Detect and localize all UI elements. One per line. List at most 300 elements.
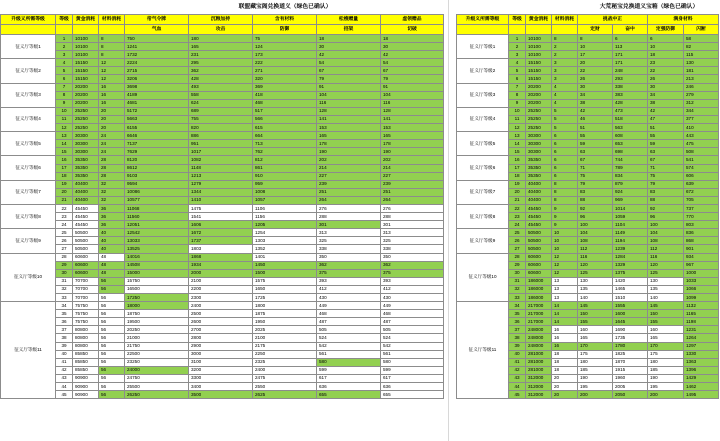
value-cell: 338	[317, 245, 381, 253]
value-cell: 6	[552, 132, 578, 140]
value-cell: 100	[578, 221, 613, 229]
value-cell: 812	[253, 156, 317, 164]
value-cell: 636	[317, 383, 381, 391]
value-cell: 288	[381, 213, 444, 221]
value-cell: 1099	[684, 294, 719, 302]
value-cell: 558	[189, 91, 253, 99]
level-cell: 2	[509, 43, 526, 51]
value-cell: 608	[613, 132, 648, 140]
level-group-label: 征义厅等级4	[457, 107, 509, 131]
value-cell: 46	[578, 115, 613, 123]
value-cell: 56	[99, 358, 125, 366]
table-row	[1, 83, 444, 91]
value-cell: 56	[99, 383, 125, 391]
value-cell: 13525	[125, 245, 189, 253]
value-cell: 886	[189, 132, 253, 140]
value-cell: 1239	[613, 245, 648, 253]
value-cell: 834	[613, 172, 648, 180]
value-cell: 4	[552, 83, 578, 91]
value-cell: 60600	[73, 269, 99, 277]
value-cell: 1241	[125, 43, 189, 51]
value-cell: 320	[253, 75, 317, 83]
value-cell: 10100	[73, 43, 99, 51]
value-cell: 1600	[613, 310, 648, 318]
column-header: 挑战中正	[578, 15, 648, 25]
value-cell: 227	[317, 172, 381, 180]
value-cell: 25250	[526, 107, 552, 115]
value-cell: 20	[99, 115, 125, 123]
column-header: 满身材料	[648, 15, 719, 25]
value-cell: 130	[648, 277, 684, 285]
value-cell: 2	[552, 51, 578, 59]
value-cell: 2400	[253, 366, 317, 374]
value-cell: 25250	[73, 115, 99, 123]
value-cell: 15150	[526, 67, 552, 75]
value-cell: 1106	[253, 204, 317, 212]
value-cell: 2300	[189, 294, 253, 302]
value-cell: 45450	[73, 213, 99, 221]
value-cell: 153	[317, 124, 381, 132]
table-row	[1, 350, 444, 358]
value-cell: 85850	[73, 366, 99, 374]
value-cell: 75750	[73, 310, 99, 318]
table-row	[1, 358, 444, 366]
level-group-label: 征义厅等级1	[1, 35, 56, 59]
value-cell: 22	[648, 67, 684, 75]
level-group-label: 征义厅等级9	[457, 229, 509, 253]
value-cell: 1934	[189, 261, 253, 269]
level-cell: 9	[509, 99, 526, 107]
value-cell: 617	[317, 374, 381, 382]
table-row	[457, 107, 719, 115]
value-cell: 2715	[125, 67, 189, 75]
value-cell: 45450	[526, 213, 552, 221]
value-cell: 803	[684, 221, 719, 229]
value-cell: 175	[578, 350, 613, 358]
value-cell: 10577	[125, 196, 189, 204]
value-cell: 45450	[73, 221, 99, 229]
value-cell: 8	[99, 51, 125, 59]
level-cell: 11	[509, 115, 526, 123]
value-cell: 160	[578, 326, 613, 334]
value-cell: 35350	[526, 164, 552, 172]
level-cell: 19	[56, 180, 73, 188]
level-cell: 14	[509, 140, 526, 148]
right-exchange-table	[456, 0, 719, 399]
table-row	[1, 51, 444, 59]
value-cell: 5	[552, 124, 578, 132]
table-row	[1, 366, 444, 374]
value-cell: 42	[578, 107, 613, 115]
column-header: 升级义所需等级	[457, 15, 509, 25]
value-cell: 30300	[526, 140, 552, 148]
value-cell: 25250	[73, 107, 99, 115]
value-cell: 1401	[253, 253, 317, 261]
value-cell: 312000	[526, 383, 552, 391]
value-cell: 165	[189, 43, 253, 51]
value-cell: 70700	[73, 294, 99, 302]
value-cell: 1737	[189, 237, 253, 245]
value-cell: 130	[578, 277, 613, 285]
value-cell: 3500	[189, 391, 253, 399]
level-cell: 16	[509, 156, 526, 164]
value-cell: 40400	[73, 180, 99, 188]
value-cell: 969	[613, 196, 648, 204]
level-cell: 38	[509, 334, 526, 342]
value-cell: 17250	[125, 294, 189, 302]
column-subheader: 气血	[125, 25, 189, 35]
table-row	[1, 59, 444, 67]
level-cell: 20	[56, 188, 73, 196]
sheet-corner-cell	[457, 0, 509, 15]
column-header: 含有材料	[253, 15, 317, 25]
sheet-title-row	[457, 0, 719, 15]
value-cell: 24	[99, 148, 125, 156]
level-cell: 42	[509, 366, 526, 374]
value-cell: 15750	[125, 277, 189, 285]
value-cell: 227	[381, 172, 444, 180]
table-row	[1, 277, 444, 285]
value-cell: 9	[552, 221, 578, 229]
table-row	[1, 35, 444, 43]
value-cell: 248000	[526, 326, 552, 334]
value-cell: 202	[317, 156, 381, 164]
table-row	[457, 156, 719, 164]
level-cell: 30	[56, 269, 73, 277]
value-cell: 96	[578, 213, 613, 221]
value-cell: 55	[648, 132, 684, 140]
level-group-label: 征义厅等级7	[457, 180, 509, 204]
value-cell: 28	[99, 172, 125, 180]
value-cell: 487	[381, 318, 444, 326]
subheader-blank	[509, 25, 526, 35]
level-group-label: 征义厅等级8	[1, 204, 56, 228]
value-cell: 762	[253, 148, 317, 156]
value-cell: 1033	[684, 277, 719, 285]
value-cell: 1194	[613, 237, 648, 245]
value-cell: 16	[99, 83, 125, 91]
value-cell: 3200	[189, 366, 253, 374]
value-cell: 40400	[526, 196, 552, 204]
value-cell: 672	[684, 188, 719, 196]
value-cell: 25500	[125, 383, 189, 391]
value-cell: 1800	[253, 302, 317, 310]
value-cell: 369	[253, 83, 317, 91]
subheader-blank	[56, 25, 73, 35]
value-cell: 20	[552, 391, 578, 399]
value-cell: 449	[381, 302, 444, 310]
value-cell: 145	[648, 302, 684, 310]
value-cell: 40	[99, 237, 125, 245]
level-cell: 19	[509, 180, 526, 188]
column-subheader: 定强防御	[648, 25, 684, 35]
value-cell: 170	[578, 342, 613, 350]
value-cell: 38	[648, 99, 684, 107]
value-cell: 135	[578, 285, 613, 293]
value-cell: 2600	[189, 318, 253, 326]
value-cell: 13	[552, 285, 578, 293]
value-cell: 449	[317, 302, 381, 310]
value-cell: 2000	[189, 269, 253, 277]
table-row	[1, 261, 444, 269]
value-cell: 42	[648, 107, 684, 115]
level-cell: 13	[56, 132, 73, 140]
sheet-corner-cell	[526, 0, 552, 15]
value-cell: 1148	[189, 164, 253, 172]
value-cell: 92	[578, 204, 613, 212]
subheader-blank	[99, 25, 125, 35]
level-cell: 2	[56, 43, 73, 51]
value-cell: 6	[552, 148, 578, 156]
value-cell: 1205	[253, 221, 317, 229]
value-cell: 755	[189, 115, 253, 123]
value-cell: 18	[648, 51, 684, 59]
value-cell: 125	[578, 269, 613, 277]
value-cell: 1329	[613, 261, 648, 269]
column-subheader: 闪断	[684, 25, 719, 35]
value-cell: 20250	[125, 326, 189, 334]
value-cell: 1284	[613, 253, 648, 261]
subheader-blank	[526, 25, 552, 35]
level-group-label: 征义厅等级3	[1, 83, 56, 107]
value-cell: 40400	[73, 188, 99, 196]
value-cell: 518	[613, 115, 648, 123]
value-cell: 689	[189, 107, 253, 115]
level-cell: 21	[56, 196, 73, 204]
value-cell: 1231	[684, 326, 719, 334]
value-cell: 112	[648, 245, 684, 253]
value-cell: 1555	[613, 302, 648, 310]
value-cell: 50500	[73, 237, 99, 245]
value-cell: 8	[552, 196, 578, 204]
level-cell: 6	[56, 75, 73, 83]
value-cell: 17	[578, 51, 613, 59]
level-cell: 41	[509, 358, 526, 366]
value-cell: 180	[578, 358, 613, 366]
value-cell: 744	[613, 156, 648, 164]
table-row	[1, 132, 444, 140]
level-group-label: 征义厅等级3	[457, 83, 509, 107]
value-cell: 468	[253, 99, 317, 107]
value-cell: 2175	[253, 342, 317, 350]
value-cell: 15150	[73, 59, 99, 67]
value-cell: 79	[317, 75, 381, 83]
level-cell: 17	[509, 164, 526, 172]
level-group-label: 征义厅等级2	[457, 59, 509, 83]
value-cell: 239	[317, 180, 381, 188]
value-cell: 1915	[613, 366, 648, 374]
level-cell: 39	[509, 342, 526, 350]
subheader-blank	[552, 25, 578, 35]
value-cell: 248000	[526, 342, 552, 350]
value-cell: 10100	[73, 35, 99, 43]
value-cell: 487	[317, 318, 381, 326]
value-cell: 8	[99, 35, 125, 43]
value-cell: 56	[99, 310, 125, 318]
value-cell: 3206	[125, 75, 189, 83]
level-cell: 29	[509, 261, 526, 269]
value-cell: 30300	[526, 148, 552, 156]
value-cell: 10	[648, 43, 684, 51]
value-cell: 40400	[73, 196, 99, 204]
value-cell: 924	[613, 188, 648, 196]
level-cell: 27	[56, 245, 73, 253]
value-cell: 16	[552, 342, 578, 350]
level-cell: 7	[509, 83, 526, 91]
value-cell: 2325	[253, 358, 317, 366]
value-cell: 279	[684, 91, 719, 99]
level-cell: 4	[56, 59, 73, 67]
sheet-corner-cell	[552, 0, 578, 15]
value-cell: 35350	[73, 164, 99, 172]
level-cell: 10	[56, 107, 73, 115]
value-cell: 32	[99, 180, 125, 188]
subheader-blank	[457, 25, 509, 35]
value-cell: 104	[317, 91, 381, 99]
value-cell: 2500	[189, 310, 253, 318]
value-cell: 2025	[253, 326, 317, 334]
value-cell: 9	[552, 213, 578, 221]
value-cell: 246	[684, 83, 719, 91]
value-cell: 12051	[125, 221, 189, 229]
value-cell: 1264	[684, 334, 719, 342]
value-cell: 150	[578, 310, 613, 318]
level-cell: 32	[56, 285, 73, 293]
value-cell: 231	[189, 51, 253, 59]
value-cell: 190	[578, 374, 613, 382]
table-row	[1, 75, 444, 83]
sheet-corner-cell	[1, 0, 56, 15]
value-cell: 20200	[526, 83, 552, 91]
value-cell: 959	[253, 180, 317, 188]
value-cell: 475	[684, 140, 719, 148]
value-cell: 1803	[189, 245, 253, 253]
value-cell: 383	[613, 91, 648, 99]
value-cell: 375	[381, 269, 444, 277]
level-cell: 26	[509, 237, 526, 245]
value-cell: 22500	[125, 350, 189, 358]
table-row	[1, 383, 444, 391]
value-cell: 214	[381, 164, 444, 172]
value-cell: 75750	[73, 318, 99, 326]
table-row	[1, 148, 444, 156]
value-cell: 1429	[684, 374, 719, 382]
value-cell: 195	[578, 383, 613, 391]
value-cell: 1606	[189, 221, 253, 229]
level-cell: 5	[509, 67, 526, 75]
value-cell: 20	[99, 107, 125, 115]
value-cell: 293	[613, 75, 648, 83]
value-cell: 171	[613, 59, 648, 67]
value-cell: 12542	[125, 229, 189, 237]
value-cell: 430	[381, 294, 444, 302]
level-cell: 33	[56, 294, 73, 302]
value-cell: 561	[317, 350, 381, 358]
value-cell: 789	[613, 164, 648, 172]
level-cell: 29	[56, 261, 73, 269]
value-cell: 505	[317, 326, 381, 334]
level-cell: 28	[56, 253, 73, 261]
value-cell: 2	[552, 43, 578, 51]
value-cell: 20	[552, 383, 578, 391]
level-cell: 43	[56, 374, 73, 382]
value-cell: 178	[317, 140, 381, 148]
value-cell: 1014	[613, 204, 648, 212]
value-cell: 63	[648, 148, 684, 156]
level-cell: 44	[509, 383, 526, 391]
table-row	[457, 180, 719, 188]
level-cell: 8	[509, 91, 526, 99]
table-row	[1, 342, 444, 350]
value-cell: 6	[552, 172, 578, 180]
value-cell: 190	[648, 374, 684, 382]
value-cell: 1672	[189, 229, 253, 237]
value-cell: 2100	[253, 334, 317, 342]
value-cell: 42	[317, 51, 381, 59]
table-row	[1, 91, 444, 99]
value-cell: 30300	[73, 148, 99, 156]
value-cell: 15000	[125, 269, 189, 277]
value-cell: 75750	[73, 302, 99, 310]
value-cell: 3300	[189, 374, 253, 382]
value-cell: 1950	[253, 318, 317, 326]
sheet-title: 联盟藏宝阁兑换道义（绿色已确认）	[238, 4, 332, 10]
value-cell: 473	[613, 107, 648, 115]
value-cell: 606	[684, 172, 719, 180]
value-cell: 10100	[526, 43, 552, 51]
value-cell: 599	[381, 366, 444, 374]
value-cell: 40	[99, 229, 125, 237]
table-row	[457, 253, 719, 261]
value-cell: 6646	[125, 132, 189, 140]
level-cell: 27	[509, 245, 526, 253]
value-cell: 18750	[125, 310, 189, 318]
level-group-label: 征义厅等级9	[1, 229, 56, 253]
value-cell: 3698	[125, 83, 189, 91]
value-cell: 410	[684, 124, 719, 132]
column-header: 沉粮加持	[189, 15, 253, 25]
value-cell: 493	[189, 83, 253, 91]
level-cell: 26	[56, 237, 73, 245]
value-cell: 92	[648, 204, 684, 212]
value-cell: 18	[317, 35, 381, 43]
value-cell: 79	[648, 180, 684, 188]
value-cell: 7629	[125, 148, 189, 156]
level-cell: 22	[56, 204, 73, 212]
level-cell: 25	[56, 229, 73, 237]
level-cell: 38	[56, 334, 73, 342]
value-cell: 20200	[73, 83, 99, 91]
value-cell: 16	[552, 334, 578, 342]
value-cell: 55	[578, 132, 613, 140]
table-row	[1, 43, 444, 51]
value-cell: 16	[552, 326, 578, 334]
table-row	[1, 99, 444, 107]
value-cell: 60600	[73, 261, 99, 269]
value-cell: 21000	[125, 334, 189, 342]
value-cell: 412	[317, 285, 381, 293]
level-cell: 45	[509, 391, 526, 399]
table-row	[1, 269, 444, 277]
table-row	[1, 115, 444, 123]
subheader-row	[457, 25, 719, 35]
value-cell: 1462	[684, 383, 719, 391]
level-cell: 7	[56, 83, 73, 91]
value-cell: 145	[578, 302, 613, 310]
level-cell: 4	[509, 59, 526, 67]
value-cell: 248000	[526, 334, 552, 342]
value-cell: 170	[648, 342, 684, 350]
